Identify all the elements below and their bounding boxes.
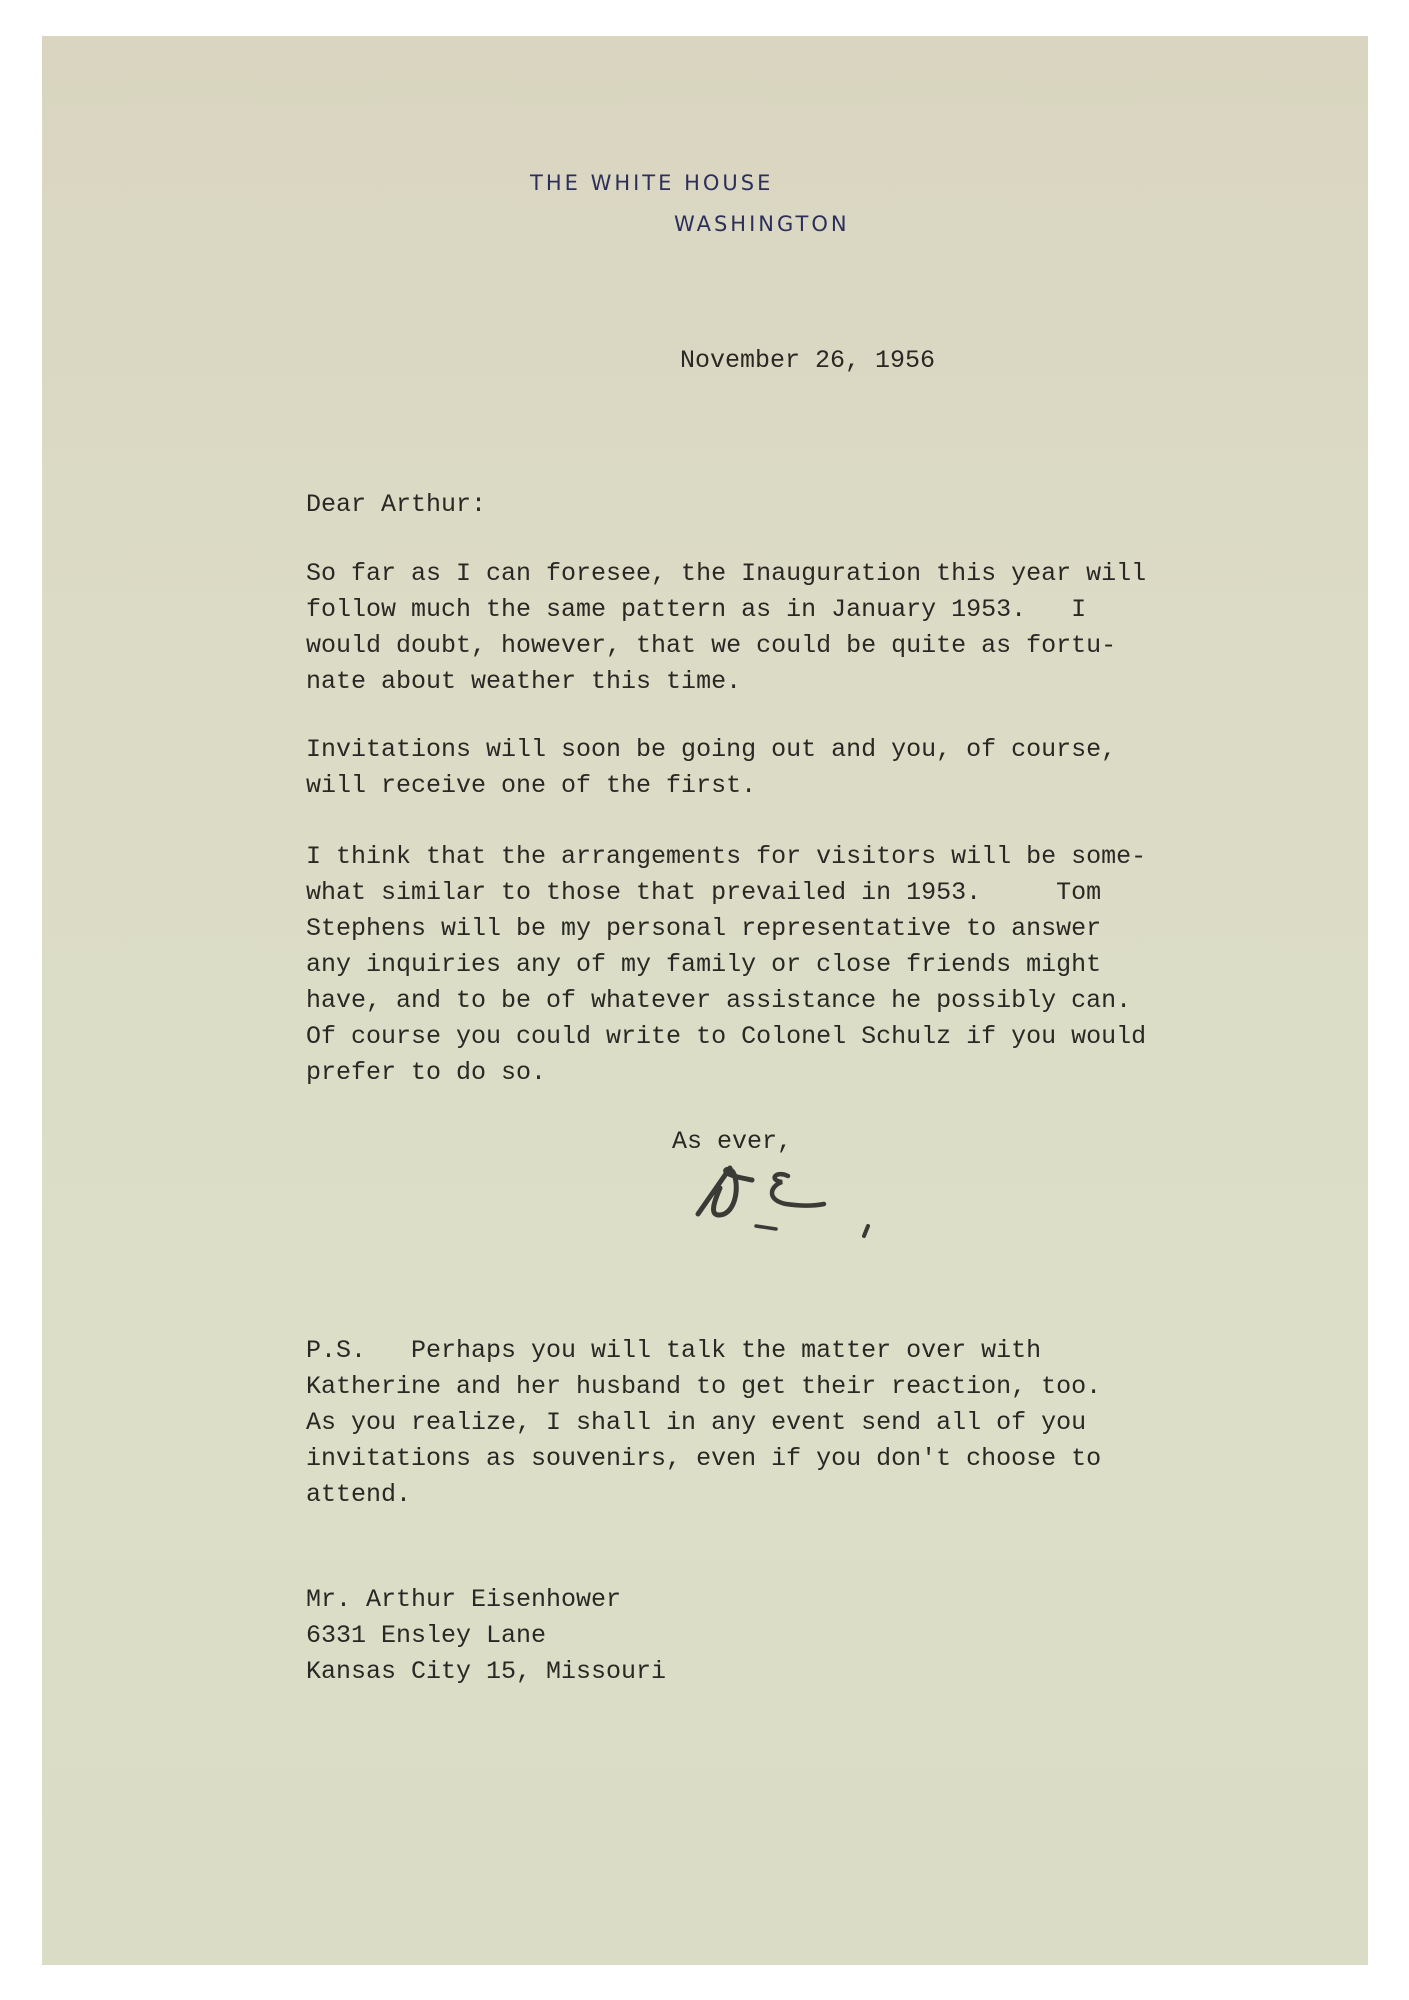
address-line: 6331 Ensley Lane: [306, 1621, 547, 1650]
salutation: Dear Arthur:: [306, 490, 487, 519]
paragraph-3-line: Stephens will be my personal representative to answer: [306, 914, 1102, 943]
paragraph-3-line: Of course you could write to Colonel Schulz if you would: [306, 1022, 1147, 1051]
paragraph-3-line: I think that the arrangements for visitors will be some-: [306, 842, 1147, 871]
paragraph-1-line: would doubt, however, that we could be quite as fortu-: [306, 631, 1117, 660]
postscript-line: attend.: [306, 1480, 412, 1509]
paragraph-2-line: will receive one of the first.: [306, 771, 757, 800]
postscript-line: As you realize, I shall in any event send all of you: [306, 1408, 1087, 1437]
closing: As ever,: [672, 1127, 793, 1156]
letter-date: November 26, 1956: [680, 346, 936, 375]
paragraph-3-line: have, and to be of whatever assistance he possibly can.: [306, 986, 1132, 1015]
paragraph-1-line: follow much the same pattern as in January 1953. I: [306, 595, 1087, 624]
letterhead-title: THE WHITE HOUSE: [530, 171, 774, 195]
address-line: Kansas City 15, Missouri: [306, 1657, 667, 1686]
paragraph-1-line: nate about weather this time.: [306, 667, 742, 696]
address-line: Mr. Arthur Eisenhower: [306, 1585, 622, 1614]
postscript-line: Katherine and her husband to get their reaction, too.: [306, 1372, 1102, 1401]
paragraph-3-line: what similar to those that prevailed in 1953. Tom: [306, 878, 1102, 907]
postscript-line: invitations as souvenirs, even if you don't choose to: [306, 1444, 1102, 1473]
postscript-line: P.S. Perhaps you will talk the matter over with: [306, 1336, 1042, 1365]
paragraph-1-line: So far as I can foresee, the Inauguration this year will: [306, 559, 1147, 588]
paragraph-2-line: Invitations will soon be going out and you, of course,: [306, 735, 1117, 764]
letterhead-city: WASHINGTON: [674, 212, 850, 236]
handwritten-signature: [690, 1160, 910, 1240]
paragraph-3-line: prefer to do so.: [306, 1058, 547, 1087]
paragraph-3-line: any inquiries any of my family or close friends might: [306, 950, 1102, 979]
